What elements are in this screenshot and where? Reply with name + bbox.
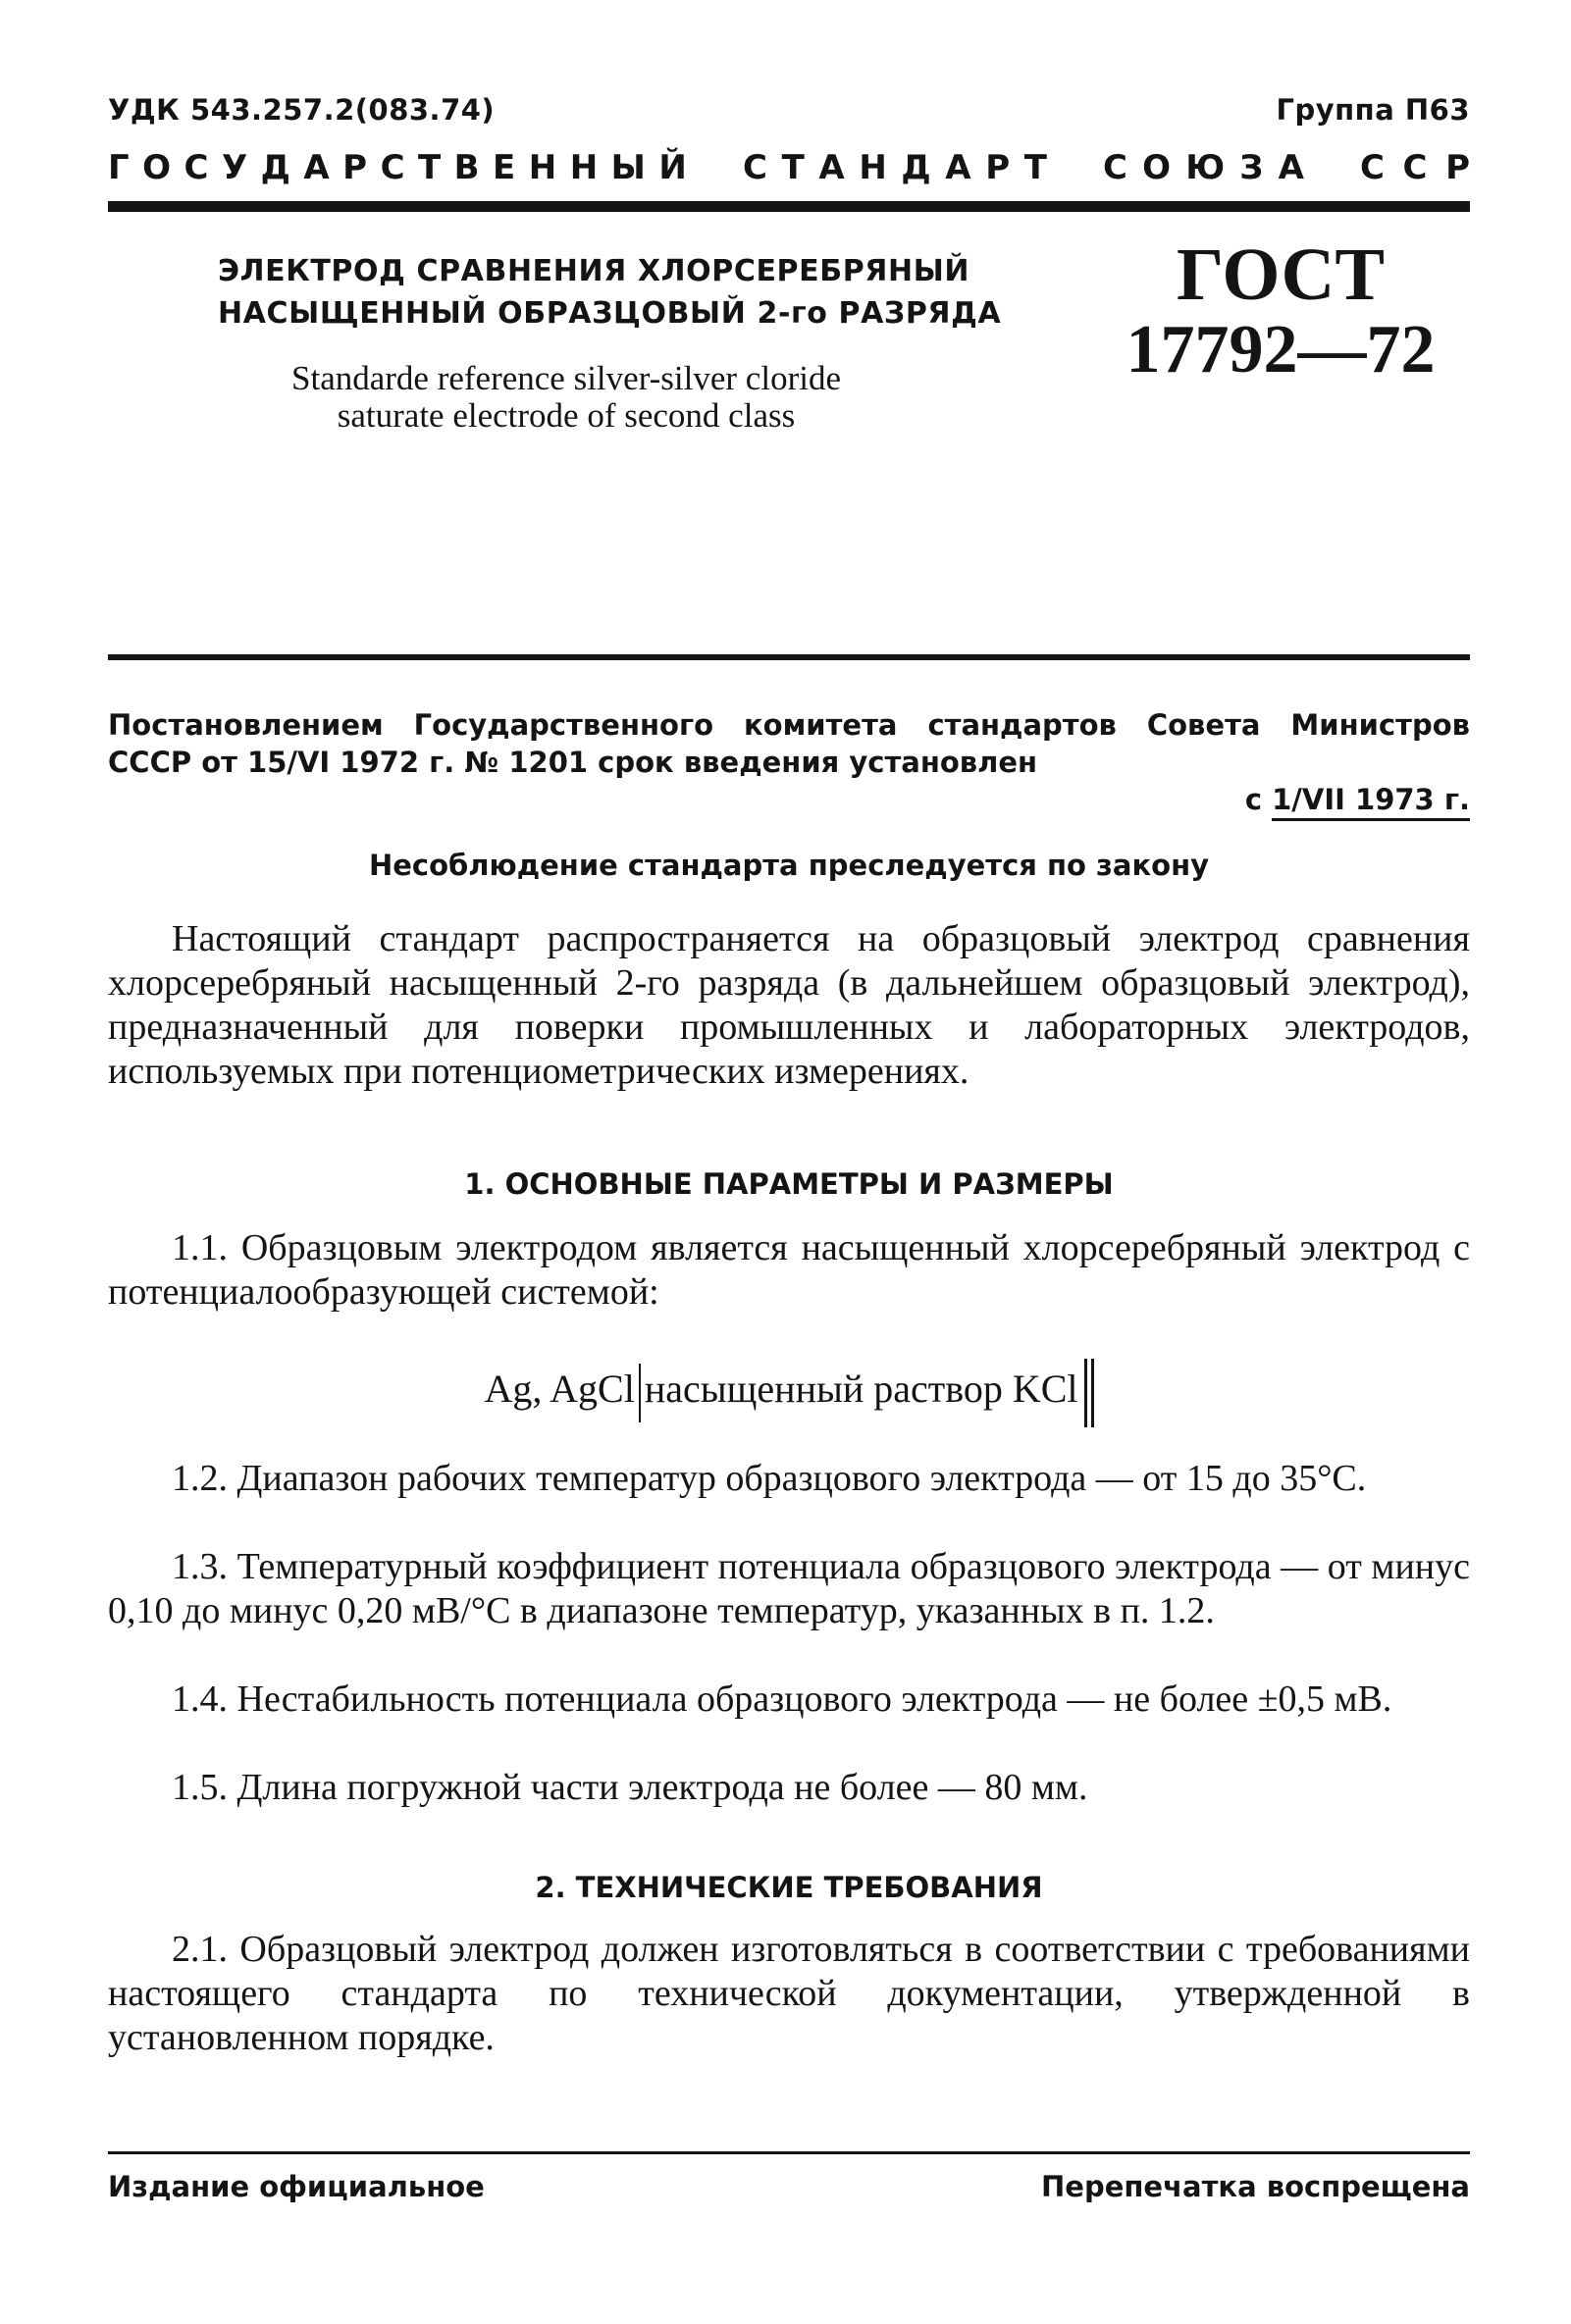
banner-word-1	[108, 148, 687, 187]
banner-letter: Е	[493, 148, 516, 187]
footer	[108, 2170, 1470, 2203]
paragraph-1-4: 1.4. Нестабильность потенциала образцового электрода — не более ±0,5 мВ.	[172, 1678, 1392, 1720]
banner-letter: В	[453, 148, 480, 187]
decree-date-prefix: с	[1244, 783, 1273, 816]
title-english	[218, 360, 915, 435]
banner-letter: Т	[417, 148, 442, 187]
title-russian	[218, 250, 1003, 335]
banner-letter: Ы	[610, 148, 646, 187]
decree-date-row	[1245, 783, 1470, 816]
banner-letter: Д	[901, 148, 931, 187]
udk-code: УДК 543.257.2(083.74)	[108, 93, 496, 127]
banner-letter: З	[1239, 148, 1264, 187]
banner-letter: Г	[108, 148, 130, 187]
section-2-heading: 2. ТЕХНИЧЕСКИЕ ТРЕБОВАНИЯ	[535, 1871, 1043, 1904]
banner-letter: Т	[1023, 148, 1047, 187]
banner-letter: Т	[781, 148, 805, 187]
footer-rule	[108, 2151, 1470, 2154]
header-rule	[108, 201, 1470, 212]
banner-letter: Н	[859, 148, 887, 187]
paragraph-1-2: 1.2. Диапазон рабочих температур образцового электрода — от 15 до 35°С.	[172, 1458, 1367, 1499]
banner-letter: А	[818, 148, 845, 187]
section-1-heading: 1. ОСНОВНЫЕ ПАРАМЕТРЫ И РАЗМЕРЫ	[464, 1167, 1114, 1201]
title-en-line-2: saturate electrode of second class	[337, 396, 796, 435]
banner-letter: О	[142, 148, 172, 187]
banner-letter: А	[303, 148, 330, 187]
decree-effective-date: 1/VII 1973 г.	[1272, 783, 1470, 821]
banner-letter: Р	[342, 148, 368, 187]
title-rule	[108, 654, 1470, 660]
decree-text	[108, 706, 1470, 781]
decree-line-2: СССР от 15/VI 1972 г. № 1201 срок введения установлен	[108, 746, 1038, 779]
header-row	[108, 93, 1470, 127]
gost-number: 17792—72	[1126, 312, 1436, 387]
banner-letter: Н	[528, 148, 557, 187]
banner-letter: Д	[260, 148, 290, 187]
banner-letter: Р	[985, 148, 1011, 187]
state-standard-banner	[108, 148, 1470, 187]
banner-letter: С	[743, 148, 767, 187]
banner-letter: С	[1402, 148, 1428, 187]
banner-letter: С	[1360, 148, 1385, 187]
phase-boundary-line	[639, 1364, 641, 1422]
paragraph-1-5: 1.5. Длина погружной части электрода не более — 80 мм.	[172, 1767, 1088, 1808]
title-ru-line-1: ЭЛЕКТРОД СРАВНЕНИЯ ХЛОРСЕРЕБРЯНЫЙ	[218, 254, 970, 288]
footer-official-edition: Издание официальное	[108, 2170, 485, 2203]
banner-word-3	[1103, 148, 1304, 187]
intro-paragraph: Настоящий стандарт распространяется на образцовый электрод сравнения хлорсеребряный насыщенный 2-го разряда (в дальнейшем образцовый электрод), предназначенный для поверки промышленных и лабораторных электродов, используемых при потенциометрических измерениях.	[108, 918, 1470, 1092]
title-ru-line-2: НАСЫЩЕННЫЙ ОБРАЗЦОВЫЙ 2-го РАЗРЯДА	[218, 296, 1002, 331]
title-en-line-1: Standarde reference silver-silver cloride	[291, 359, 841, 397]
banner-letter: А	[1278, 148, 1304, 187]
banner-letter: С	[1103, 148, 1127, 187]
group-code: Группа П63	[1276, 93, 1470, 127]
decree-line-1: Постановлением Государственного комитета стандартов Совета Министров	[108, 708, 1470, 742]
paragraph-2-1: 2.1. Образцовый электрод должен изготовляться в соответствии с требованиями настоящего стандарта по технической документации, утвержденной в установленном порядке.	[108, 1929, 1470, 2058]
formula-electrode: Ag, AgCl	[484, 1367, 635, 1412]
banner-letter: Н	[569, 148, 599, 187]
gost-label: ГОСТ	[1176, 233, 1386, 316]
document-page	[108, 93, 1470, 2281]
banner-letter: С	[183, 148, 209, 187]
formula-solution: насыщенный раствор KCl	[644, 1367, 1078, 1412]
paragraph-1-1: 1.1. Образцовым электродом является насыщенный хлорсеребряный электрод с потенциалообразующей системой:	[108, 1227, 1470, 1313]
legal-warning: Несоблюдение стандарта преследуется по закону	[368, 849, 1210, 882]
potential-formula	[108, 1359, 1470, 1427]
paragraph-1-3: 1.3. Температурный коэффициент потенциала образцового электрода — от минус 0,10 до минус 0,20 мВ/°С в диапазоне температур, указанных в п. 1.2.	[108, 1546, 1470, 1631]
banner-letter: А	[945, 148, 971, 187]
banner-letter: Й	[658, 148, 687, 187]
liquid-junction-double-line	[1084, 1359, 1094, 1427]
banner-letter: Ю	[1185, 148, 1226, 187]
banner-word-4	[1360, 148, 1470, 187]
banner-letter: У	[221, 148, 248, 187]
banner-letter: О	[1142, 148, 1172, 187]
banner-word-2	[743, 148, 1047, 187]
banner-letter: С	[380, 148, 405, 187]
banner-letter: Р	[1445, 148, 1470, 187]
footer-reprint-prohibited: Перепечатка воспрещена	[1041, 2170, 1470, 2203]
